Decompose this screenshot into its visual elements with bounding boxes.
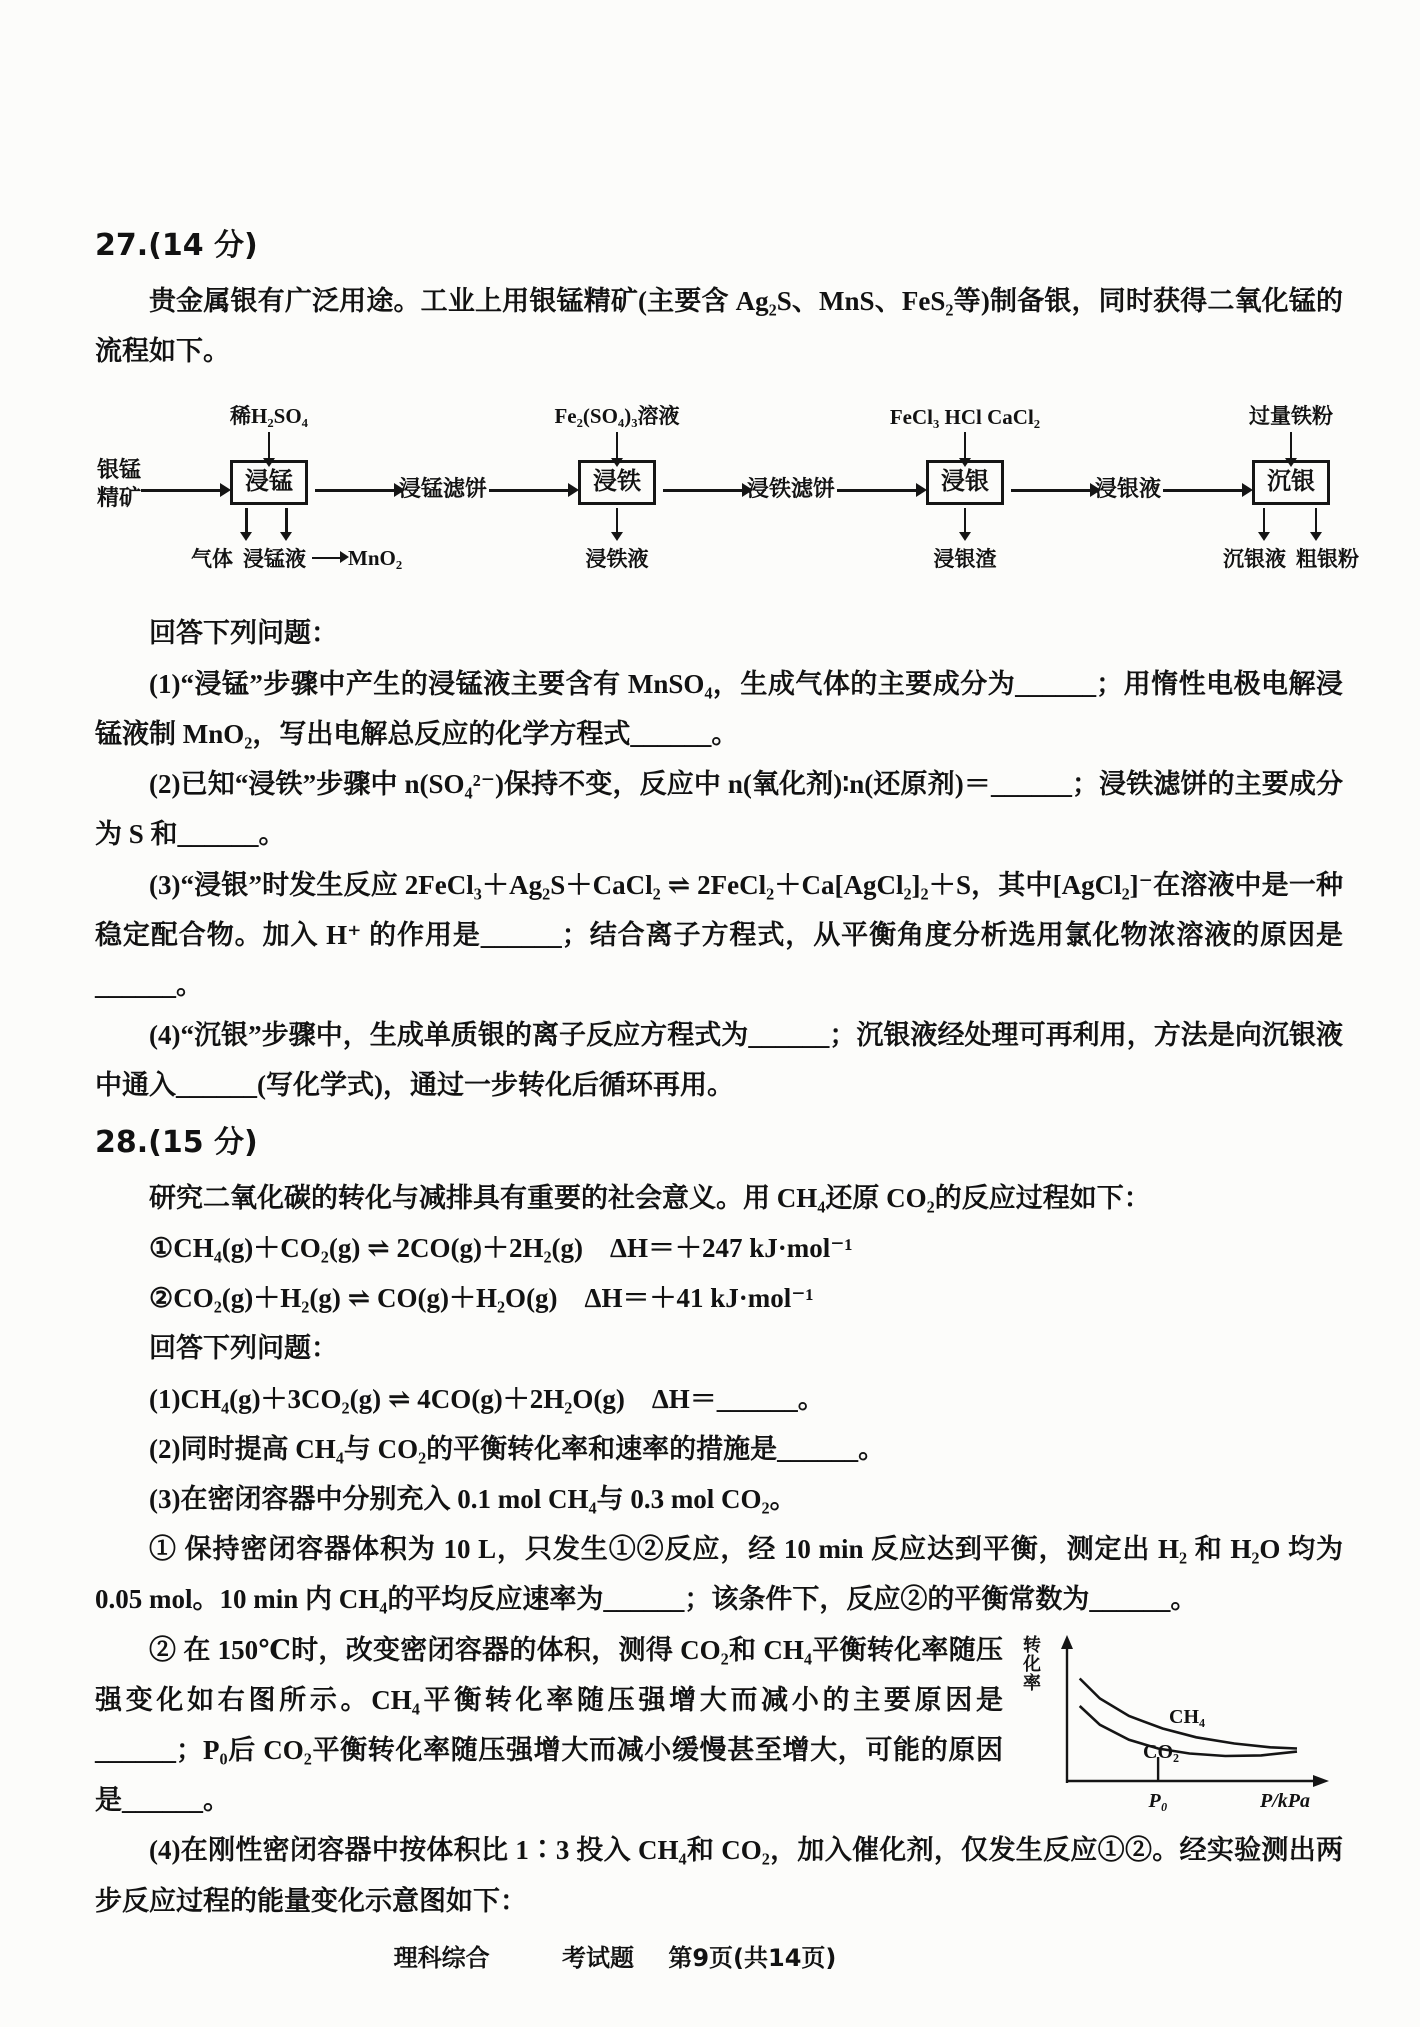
page-footer [0,1938,1420,1973]
footer-paper: 考试题 [561,1944,634,1972]
flow-arrow-down-icon [1290,432,1293,460]
q27-item-4: (4)“沉银”步骤中，生成单质银的离子反应方程式为______；沉银液经处理可再利用，方法是向沉银液中通入______(写化学式)，通过一步转化后循环再用。 [95,1020,1343,1101]
mid-label-mn-cake: 浸锰滤饼 [398,476,487,502]
flow-arrow-right-icon [141,489,223,492]
q28-item-3-sub1: ① 保持密闭容器体积为 10 L，只发生①②反应，经 10 min 反应达到平衡，测定出 H₂ 和 H₂O 均为 0.05 mol。10 min 内 CH₄的平均反应速率为______；该条件下，反应②的平衡常数为______。 [95,1534,1343,1615]
flow-arrow-down-icon [616,432,619,460]
chart-y-axis-label: 转化率 [1020,1634,1041,1692]
reagent-label-fecl3-hcl-cacl2: FeCl₃ HCl CaCl₂ [889,405,1041,430]
q28-heading: 28.(15 分) [95,1124,258,1160]
q27-item-1: (1)“浸锰”步骤中产生的浸锰液主要含有 MnSO₄，生成气体的主要成分为______；用惰性电极电解浸锰液制 MnO₂，写出电解总反应的化学方程式______。 [95,668,1343,749]
curve-label-ch4: CH₄ [1169,1705,1205,1728]
q27-prompt: 回答下列问题： [149,618,338,649]
flow-arrow-right-icon [489,489,571,492]
flow-arrow-down-icon [964,508,967,534]
process-box-leach-fe: 浸铁 [578,460,656,505]
conversion-pressure-chart [1019,1631,1341,1823]
p0-axis-label: P₀ [1148,1789,1168,1812]
mid-label-fe-cake: 浸铁滤饼 [746,476,835,502]
flow-arrow-down-icon [268,432,271,460]
process-box-leach-ag: 浸银 [926,460,1004,505]
q27-item-2: (2)已知“浸铁”步骤中 n(SO₄²⁻)保持不变，反应中 n(氧化剂)∶n(还原剂)＝______；浸铁滤饼的主要成分为 S 和______。 [95,769,1343,850]
flow-arrow-right-icon [663,489,745,492]
reagent-label-h2so4: 稀H₂SO₄ [230,404,308,429]
flow-arrow-right-icon [837,489,919,492]
q28-item-4: (4)在刚性密闭容器中按体积比 1∶3 投入 CH₄和 CO₂，加入催化剂，仅发生反应①②。经实验测出两步反应过程的能量变化示意图如下： [95,1835,1343,1916]
feed-line1: 银锰 [97,457,142,483]
chart-plot-area [1047,1631,1341,1823]
flow-arrow-down-icon [245,508,248,534]
output-crude-silver-label: 粗银粉 [1295,547,1359,572]
x-axis-title: P/kPa [1260,1789,1310,1812]
page-content [95,222,1359,1926]
flow-arrow-down-icon [964,432,967,460]
q28-equation-2: ②CO₂(g)＋H₂(g) ⇌ CO(g)＋H₂O(g) ΔH＝＋41 kJ·mol⁻¹ [149,1283,814,1314]
x-axis-arrow-icon [1313,1775,1329,1787]
feed-line2: 精矿 [97,484,142,510]
q28-item-3: (3)在密闭容器中分别充入 0.1 mol CH₄与 0.3 mol CO₂。 [149,1483,797,1514]
flow-arrow-right-icon [1011,489,1093,492]
reagent-label-iron-powder: 过量铁粉 [1248,404,1333,429]
flow-feed-label [97,456,141,511]
flow-arrow-right-icon [315,489,397,492]
q28-item-1: (1)CH₄(g)＋3CO₂(g) ⇌ 4CO(g)＋2H₂O(g) ΔH＝______。 [149,1383,825,1414]
output-gas-label: 气体 [191,547,233,572]
process-box-precip-ag: 沉银 [1252,460,1330,505]
q28-item-3-sub2-block [95,1625,1343,1826]
output-ag-residue-label: 浸银渣 [933,547,997,572]
mid-label-ag-liquid: 浸银液 [1094,476,1161,502]
output-mn-liquid-label: 浸锰液 [243,547,306,572]
footer-subject: 理科综合 [393,1944,490,1972]
curve-label-co2: CO₂ [1143,1740,1179,1763]
q28-item-2: (2)同时提高 CH₄与 CO₂的平衡转化率和速率的措施是______。 [149,1433,886,1464]
q28-equation-1: ①CH₄(g)＋CO₂(g) ⇌ 2CO(g)＋2H₂(g) ΔH＝＋247 kJ·mol⁻¹ [149,1232,853,1263]
flow-arrow-right-icon [1163,489,1245,492]
station-leach-mn [191,390,403,572]
precip-ag-outputs [1223,543,1359,573]
q27-item-3: (3)“浸银”时发生反应 2FeCl₃＋Ag₂S＋CaCl₂ ⇌ 2FeCl₂＋Ca[AgCl₂]₂＋S，其中[AgCl₂]⁻在溶液中是一种稳定配合物。加入 H⁺ 的作用是______；结合离子方程式，从平衡角度分析选用氯化物浓溶液的原因是______。 [95,869,1343,1000]
output-precip-liquid-label: 沉银液 [1222,547,1286,572]
q28-prompt: 回答下列问题： [149,1333,338,1364]
flow-arrow-down-icon [1263,508,1266,534]
q28-intro: 研究二氧化碳的转化与减排具有重要的社会意义。用 CH₄还原 CO₂的反应过程如下： [149,1182,1151,1213]
output-fe-liquid-label: 浸铁液 [585,547,649,572]
y-axis-arrow-icon [1061,1635,1073,1649]
q27-heading: 27.(14 分) [95,228,258,263]
station-precip-ag [1222,390,1359,572]
flow-arrow-right-icon [312,557,342,560]
station-leach-fe [554,390,680,572]
reagent-label-fe2so43: Fe₂(SO₄)₃溶液 [554,404,680,429]
process-box-leach-mn: 浸锰 [230,460,308,505]
leach-mn-outputs [191,543,402,573]
q27-intro: 贵金属银有广泛用途。工业上用银锰精矿(主要含 Ag₂S、MnS、FeS₂等)制备银，同时获得二氧化锰的流程如下。 [95,286,1343,367]
output-mno2-label: MnO₂ [348,545,403,570]
flow-arrow-down-icon [616,508,619,534]
silver-process-flowchart [97,390,1359,598]
q28-item-3-sub2: ② 在 150℃时，改变密闭容器的体积，测得 CO₂和 CH₄平衡转化率随压强变化如右图所示。CH₄平衡转化率随压强增大而减小的主要原因是______；P₀后 CO₂平衡转化率随压强增大而减小缓慢甚至增大，可能的原因是______。 [95,1634,1003,1816]
flow-arrow-down-icon [1315,508,1318,534]
station-leach-ag [889,390,1041,572]
footer-page-number: 第9页(共14页) [668,1944,837,1972]
flow-arrow-down-icon [285,508,288,534]
